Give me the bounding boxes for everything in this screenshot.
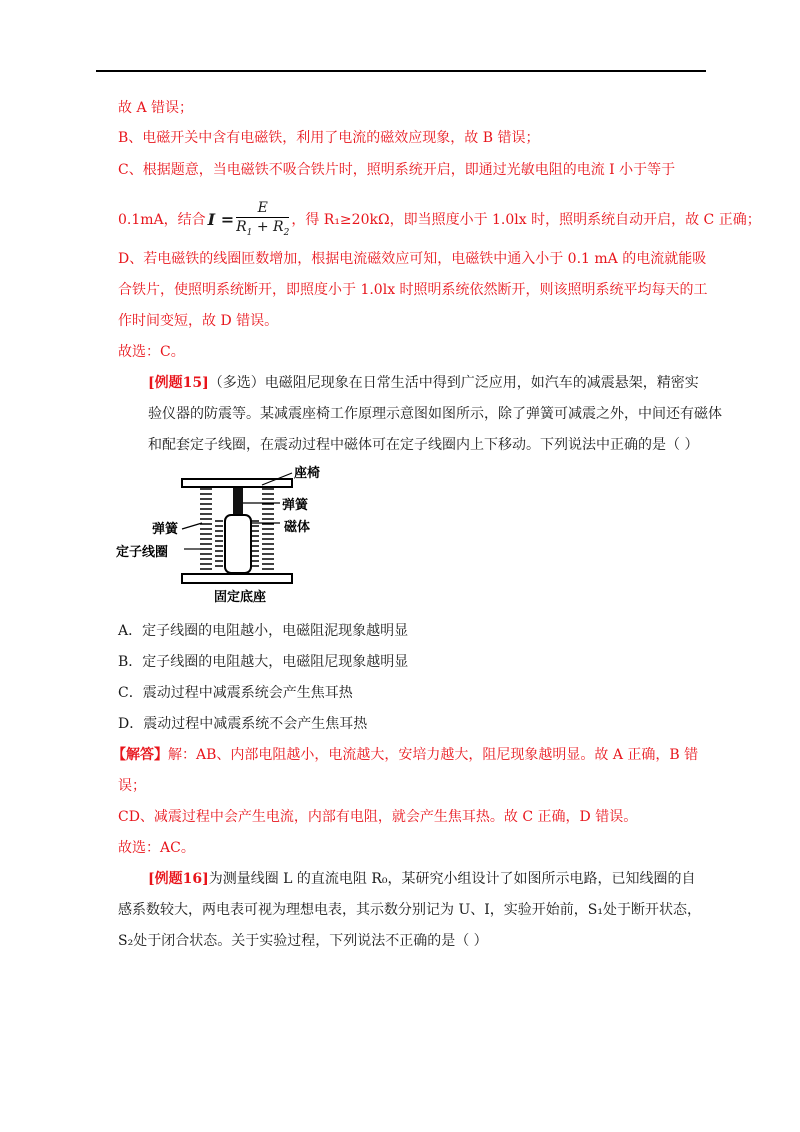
label-spring-right: 弹簧 — [282, 498, 309, 513]
seat-damper-figure — [112, 463, 332, 603]
answer-line-2: 误； — [118, 778, 146, 794]
example-15-line-2: 验仪器的防震等。某减震座椅工作原理示意图如图所示，除了弹簧可减震之外，中间还有磁体 — [148, 406, 722, 422]
example-15-line-3: 和配套定子线圈，在震动过程中磁体可在定子线圈内上下移动。下列说法中正确的是（ ） — [148, 437, 699, 453]
solution-c-pre: 0.1mA，结合 — [118, 212, 206, 229]
answer-tag: 【解答】 — [112, 747, 168, 763]
formula-fraction — [236, 199, 289, 242]
formula — [208, 199, 292, 242]
example-16-tag: [例题16] — [148, 871, 209, 887]
label-base: 固定底座 — [214, 590, 267, 603]
answer-line-3: CD、减震过程中会产生电流，内部有电阻，就会产生焦耳热。故 C 正确，D 错误。 — [118, 809, 638, 825]
option-d: D．震动过程中减震系统不会产生焦耳热 — [118, 716, 368, 732]
option-c: C．震动过程中减震系统会产生焦耳热 — [118, 685, 353, 701]
example-15-line-1: [例题15]（多选）电磁阻尼现象在日常生活中得到广泛应用，如汽车的减震悬架，精密实 — [148, 375, 699, 391]
solution-a-line: 故 A 错误； — [118, 100, 194, 116]
label-coil: 定子线圈 — [116, 545, 169, 560]
answer-1: 故选：C。 — [118, 344, 185, 360]
answer-line-1: 【解答】解：AB、内部电阻越小，电流越大，安培力越大，阻尼现象越明显。故 A 正确，B 错 — [112, 747, 699, 763]
example-15-tag: [例题15] — [148, 375, 209, 391]
formula-lhs: I = — [207, 210, 235, 230]
solution-b-line: B、电磁开关中含有电磁铁，利用了电流的磁效应现象，故 B 错误； — [118, 130, 540, 146]
example-16-line-1: [例题16]为测量线圈 L 的直流电阻 R₀，某研究小组设计了如图所示电路，已知线圈的自 — [148, 871, 696, 887]
example-16-line-3: S₂处于闭合状态。关于实验过程，下列说法不正确的是（ ） — [118, 933, 488, 949]
solution-c-line-2 — [118, 199, 761, 242]
option-a: A．定子线圈的电阻越小，电磁阻泥现象越明显 — [118, 623, 409, 639]
label-spring-left: 弹簧 — [152, 522, 179, 537]
solution-d-line-2: 合铁片，使照明系统断开，即照度小于 1.0lx 时照明系统依然断开，则该照明系统平均每天的工 — [118, 282, 708, 298]
label-seat: 座椅 — [294, 466, 321, 481]
formula-numerator: E — [236, 199, 289, 218]
example-16-line-2: 感系数较大，两电表可视为理想电表，其示数分别记为 U、I，实验开始前，S₁处于断开状态， — [118, 902, 701, 918]
formula-denominator: $R_1 + R_2$ — [236, 219, 290, 238]
label-magnet: 磁体 — [284, 520, 311, 535]
option-b: B．定子线圈的电阻越大，电磁阻尼现象越明显 — [118, 654, 409, 670]
answer-2: 故选：AC。 — [118, 840, 195, 856]
solution-d-line-3: 作时间变短，故 D 错误。 — [118, 313, 279, 329]
solution-c-line-1: C、根据题意，当电磁铁不吸合铁片时，照明系统开启，即通过光敏电阻的电流 I 小于等于 — [118, 162, 676, 178]
solution-d-line-1: D、若电磁铁的线圈匝数增加，根据电流磁效应可知，电磁铁中通入小于 0.1 mA 的电流就能吸 — [118, 251, 707, 267]
header-rule — [96, 70, 706, 72]
solution-c-post: ，得 R₁≥20kΩ，即当照度小于 1.0lx 时，照明系统自动开启，故 C 正确； — [291, 212, 761, 229]
